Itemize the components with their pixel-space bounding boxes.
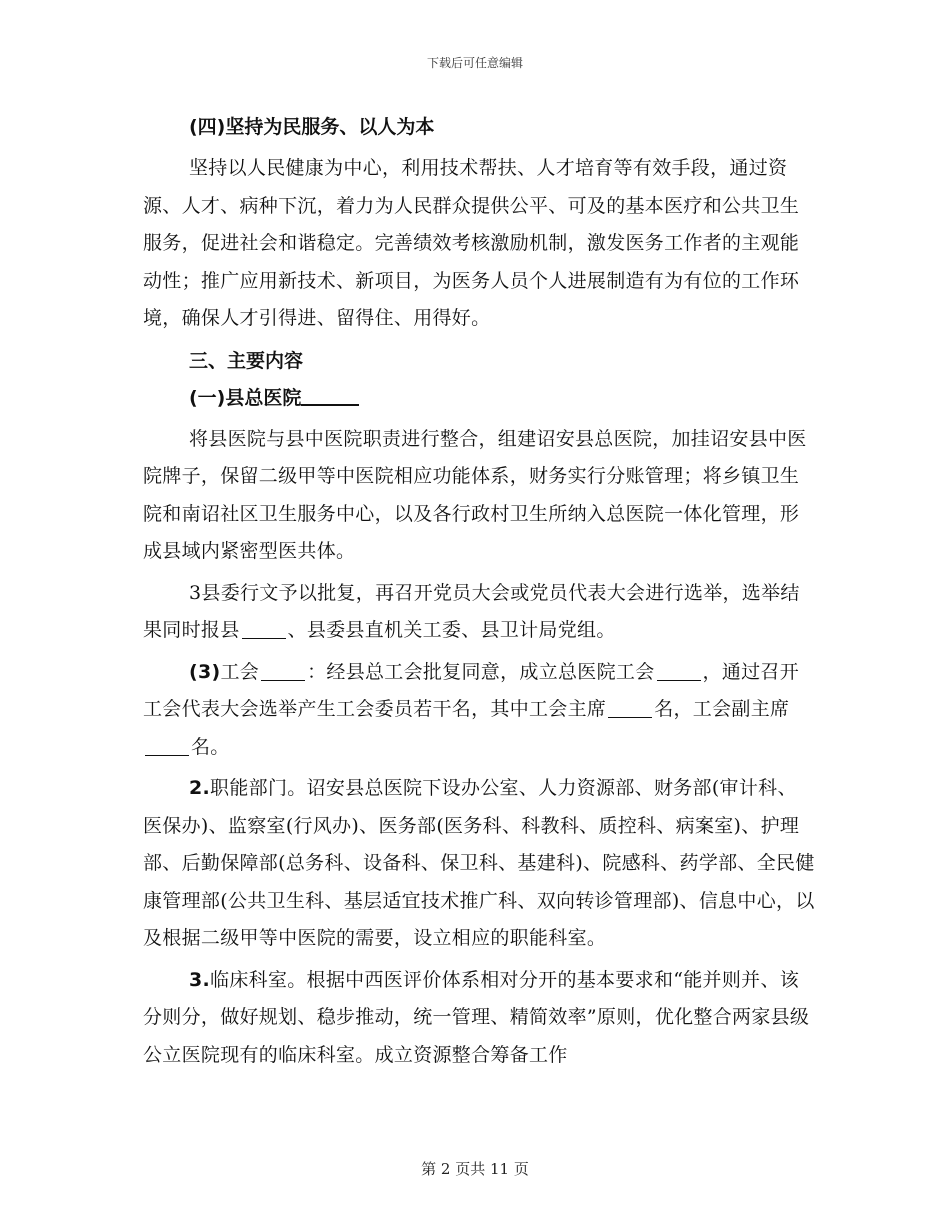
union-part-b: ：经县总工会批复同意，成立总医院工会	[307, 660, 655, 683]
union-number: (3)	[189, 660, 221, 683]
page-header-note: 下载后可任意编辑	[426, 56, 523, 70]
union-part-d: 名，工会副主席	[654, 698, 790, 720]
departments-number: 2.	[189, 777, 211, 799]
paragraph-3-part-b: 、县委县直机关工委、县卫计局党组。	[287, 619, 616, 641]
departments-text: 职能部门。诏安县总医院下设办公室、人力资源部、财务部(审计科、医保办)、监察室(行风办)、医务部(医务科、科教科、质控科、病案室)、护理部、后勤保障部(总务科、设备科、保卫科、基建科)、院感科、药学部、全民健康管理部(公共卫生科、基层适宜技术推广科、双向转诊管理部)、信息中心，以及根据二级甲等中医院的需要，设立相应的职能科室。	[143, 777, 815, 949]
section-heading-main: 三、主要内容	[189, 349, 304, 372]
paragraph-s4: 坚持以人民健康为中心，利用技术帮扶、人才培育等有效手段，通过资源、人才、病种下沉，着力为人民群众提供公平、可及的基本医疗和公共卫生服务，促进社会和谐稳定。完善绩效考核激励机制，激发医务工作者的主观能动性；推广应用新技术、新项目，为医务人员个人进展制造有为有位的工作环境，确保人才引得进、留得住、用得好。	[143, 157, 800, 329]
paragraph-clinical	[143, 962, 815, 1075]
blank-field	[242, 618, 286, 639]
paragraph-departments	[143, 770, 815, 958]
paragraph-3-approval	[143, 575, 815, 650]
paragraph-sub1: 将县医院与县中医院职责进行整合，组建诏安县总医院，加挂诏安县中医院牌子，保留二级甲等中医院相应功能体系，财务实行分账管理；将乡镇卫生院和南诏社区卫生服务中心，以及各行政村卫生所纳入总医院一体化管理，形成县域内紧密型医共体。	[143, 427, 807, 562]
union-part-c: ，通过召开工会代表大会选举产生工会委员若干名，其中工会主席	[143, 660, 800, 720]
paragraph-union	[143, 654, 815, 767]
blank-field	[657, 660, 701, 681]
section-heading-4: (四)坚持为民服务、以人为本	[189, 116, 435, 138]
clinical-text: 临床科室。根据中西医评价体系相对分开的基本要求和“能并则并、该分则分，做好规划、稳步推动，统一管理、精简效率”原则，优化整合两家县级公立医院现有的临床科室。成立资源整合筹备工作	[143, 968, 810, 1066]
subsection-heading-1	[143, 384, 815, 411]
blank-field	[261, 660, 305, 681]
union-part-e: 名。	[191, 735, 230, 758]
union-part-a: 工会	[220, 660, 260, 683]
blank-underline	[301, 384, 359, 406]
document-body	[143, 114, 815, 1078]
paragraph-3-part-a: 3县委行文予以批复，再召开党员大会或党员代表大会进行选举，选举结果同时报县	[143, 581, 800, 641]
blank-field	[145, 735, 189, 756]
subsection-heading-1-text: (一)县总医院	[189, 386, 302, 409]
blank-field	[608, 697, 652, 718]
page-footer-number: 第 2 页共 11 页	[421, 1160, 529, 1178]
clinical-number: 3.	[189, 968, 211, 991]
